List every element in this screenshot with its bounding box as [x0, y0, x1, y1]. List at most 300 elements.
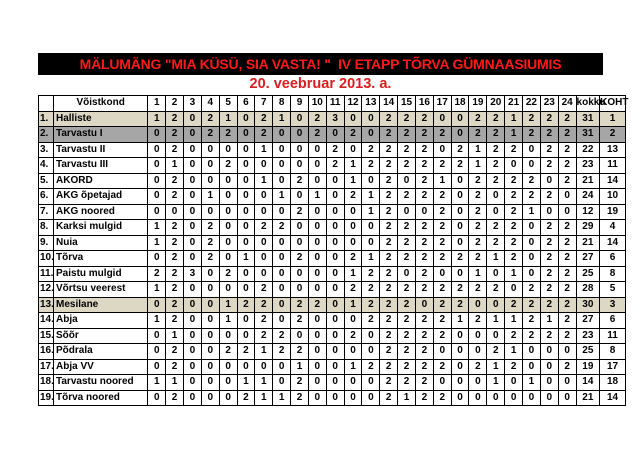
round-score: 0 — [487, 297, 505, 313]
round-score: 2 — [326, 158, 344, 174]
round-score: 0 — [451, 204, 469, 220]
round-score: 0 — [308, 158, 326, 174]
final-place: 14 — [600, 235, 626, 251]
round-score: 0 — [415, 204, 433, 220]
round-score: 0 — [469, 297, 487, 313]
round-score: 0 — [523, 158, 541, 174]
round-score: 0 — [183, 359, 201, 375]
round-score: 2 — [380, 189, 398, 205]
round-score: 0 — [308, 359, 326, 375]
round-score: 0 — [344, 390, 362, 406]
round-score: 0 — [344, 313, 362, 329]
round-score: 2 — [380, 375, 398, 391]
round-score: 2 — [362, 142, 380, 158]
round-score: 2 — [415, 251, 433, 267]
final-place: 6 — [600, 313, 626, 329]
round-score: 1 — [148, 375, 166, 391]
round-score: 1 — [344, 158, 362, 174]
round-score: 0 — [183, 189, 201, 205]
final-place: 4 — [600, 220, 626, 236]
round-score: 0 — [255, 204, 273, 220]
round-score: 0 — [523, 390, 541, 406]
round-score: 0 — [451, 375, 469, 391]
round-score: 0 — [148, 359, 166, 375]
round-score: 0 — [326, 359, 344, 375]
round-score: 3 — [326, 111, 344, 127]
results-table — [38, 95, 629, 406]
total-score: 22 — [576, 142, 600, 158]
round-score: 2 — [398, 328, 416, 344]
round-score: 0 — [451, 328, 469, 344]
round-score: 2 — [255, 127, 273, 143]
total-score: 19 — [576, 359, 600, 375]
round-score: 0 — [291, 235, 309, 251]
round-score: 0 — [219, 359, 237, 375]
round-score: 0 — [219, 235, 237, 251]
round-score: 0 — [219, 204, 237, 220]
round-score: 2 — [487, 142, 505, 158]
round-score: 1 — [469, 266, 487, 282]
round-score: 2 — [558, 297, 576, 313]
round-score: 0 — [183, 204, 201, 220]
table-row — [39, 390, 626, 406]
round-score: 2 — [201, 251, 219, 267]
table-row — [39, 142, 626, 158]
round-score: 2 — [415, 266, 433, 282]
round-score: 2 — [558, 173, 576, 189]
team-name: Tarvastu II — [54, 142, 148, 158]
round-score: 2 — [540, 266, 558, 282]
round-score: 0 — [237, 359, 255, 375]
round-score: 2 — [166, 173, 184, 189]
event-date: 20. veebruar 2013. a. — [249, 76, 392, 92]
round-score: 2 — [398, 189, 416, 205]
header-round: 18 — [451, 96, 469, 112]
round-score: 0 — [237, 142, 255, 158]
round-score: 2 — [201, 220, 219, 236]
header-team: Võistkond — [54, 96, 148, 112]
total-score: 30 — [576, 297, 600, 313]
round-score: 1 — [487, 251, 505, 267]
round-score: 0 — [237, 235, 255, 251]
round-score: 2 — [398, 111, 416, 127]
round-score: 0 — [255, 158, 273, 174]
row-number: 16. — [39, 344, 54, 360]
round-score: 1 — [166, 375, 184, 391]
round-score: 1 — [540, 313, 558, 329]
round-score: 2 — [558, 328, 576, 344]
table-row — [39, 266, 626, 282]
round-score: 0 — [148, 189, 166, 205]
round-score: 0 — [273, 266, 291, 282]
header-round: 14 — [380, 96, 398, 112]
round-score: 1 — [433, 173, 451, 189]
round-score: 0 — [255, 189, 273, 205]
round-score: 0 — [201, 173, 219, 189]
round-score: 2 — [398, 359, 416, 375]
header-round: 23 — [540, 96, 558, 112]
total-score: 25 — [576, 266, 600, 282]
team-name: Abja — [54, 313, 148, 329]
round-score: 0 — [398, 266, 416, 282]
round-score: 2 — [415, 328, 433, 344]
round-score: 1 — [505, 127, 523, 143]
round-score: 0 — [291, 220, 309, 236]
round-score: 2 — [415, 313, 433, 329]
header-round: 12 — [344, 96, 362, 112]
round-score: 0 — [291, 127, 309, 143]
round-score: 0 — [201, 375, 219, 391]
round-score: 2 — [166, 282, 184, 298]
header-total: kokku — [576, 96, 600, 112]
round-score: 2 — [380, 266, 398, 282]
round-score: 2 — [469, 204, 487, 220]
total-score: 24 — [576, 189, 600, 205]
round-score: 2 — [558, 111, 576, 127]
round-score: 2 — [433, 158, 451, 174]
round-score: 0 — [201, 390, 219, 406]
round-score: 0 — [523, 251, 541, 267]
round-score: 0 — [219, 173, 237, 189]
row-number: 12. — [39, 282, 54, 298]
round-score: 2 — [469, 282, 487, 298]
round-score: 0 — [219, 328, 237, 344]
round-score: 2 — [540, 282, 558, 298]
team-name: AKG õpetajad — [54, 189, 148, 205]
round-score: 0 — [219, 189, 237, 205]
header-number — [39, 96, 54, 112]
row-number: 5. — [39, 173, 54, 189]
round-score: 0 — [237, 173, 255, 189]
round-score: 2 — [201, 127, 219, 143]
round-score: 2 — [469, 111, 487, 127]
round-score: 2 — [291, 297, 309, 313]
round-score: 2 — [523, 328, 541, 344]
round-score: 2 — [540, 220, 558, 236]
round-score: 0 — [148, 142, 166, 158]
table-row — [39, 220, 626, 236]
round-score: 2 — [398, 313, 416, 329]
total-score: 27 — [576, 251, 600, 267]
round-score: 0 — [219, 142, 237, 158]
round-score: 0 — [183, 142, 201, 158]
round-score: 2 — [451, 251, 469, 267]
final-place: 5 — [600, 282, 626, 298]
round-score: 2 — [380, 127, 398, 143]
round-score: 2 — [433, 297, 451, 313]
round-score: 2 — [433, 328, 451, 344]
round-score: 0 — [183, 235, 201, 251]
round-score: 0 — [344, 375, 362, 391]
round-score: 1 — [523, 375, 541, 391]
header-round: 5 — [219, 96, 237, 112]
round-score: 1 — [469, 158, 487, 174]
round-score: 1 — [148, 235, 166, 251]
round-score: 2 — [433, 127, 451, 143]
table-row — [39, 313, 626, 329]
round-score: 1 — [148, 282, 166, 298]
round-score: 2 — [505, 142, 523, 158]
round-score: 0 — [523, 220, 541, 236]
row-number: 9. — [39, 235, 54, 251]
row-number: 15. — [39, 328, 54, 344]
round-score: 2 — [558, 142, 576, 158]
round-score: 1 — [362, 189, 380, 205]
round-score: 2 — [166, 189, 184, 205]
round-score: 2 — [219, 266, 237, 282]
round-score: 0 — [326, 313, 344, 329]
round-score: 1 — [166, 158, 184, 174]
round-score: 2 — [433, 390, 451, 406]
round-score: 2 — [362, 266, 380, 282]
round-score: 0 — [451, 359, 469, 375]
round-score: 0 — [237, 111, 255, 127]
round-score: 1 — [505, 313, 523, 329]
round-score: 0 — [487, 328, 505, 344]
team-name: Karksi mulgid — [54, 220, 148, 236]
team-name: AKG noored — [54, 204, 148, 220]
round-score: 1 — [523, 204, 541, 220]
page-title: MÄLUMÄNG "MIA KÜSÜ, SIA VASTA! " IV ETAPP TÕRVA GÜMNAASIUMIS — [38, 53, 603, 75]
total-score: 31 — [576, 111, 600, 127]
table-row — [39, 127, 626, 143]
round-score: 1 — [273, 111, 291, 127]
total-score: 31 — [576, 127, 600, 143]
team-name: Sõõr — [54, 328, 148, 344]
round-score: 1 — [344, 297, 362, 313]
round-score: 2 — [255, 328, 273, 344]
round-score: 2 — [523, 111, 541, 127]
round-score: 0 — [487, 204, 505, 220]
round-score: 0 — [237, 266, 255, 282]
round-score: 0 — [558, 204, 576, 220]
round-score: 0 — [451, 235, 469, 251]
round-score: 1 — [451, 313, 469, 329]
round-score: 2 — [558, 235, 576, 251]
round-score: 2 — [166, 390, 184, 406]
team-name: Mesilane — [54, 297, 148, 313]
total-score: 29 — [576, 220, 600, 236]
round-score: 2 — [505, 359, 523, 375]
round-score: 0 — [273, 158, 291, 174]
round-score: 0 — [326, 204, 344, 220]
round-score: 0 — [487, 189, 505, 205]
table-row — [39, 344, 626, 360]
round-score: 2 — [523, 297, 541, 313]
round-score: 3 — [183, 266, 201, 282]
round-score: 1 — [255, 173, 273, 189]
round-score: 0 — [183, 158, 201, 174]
round-score: 0 — [523, 235, 541, 251]
header-round: 21 — [505, 96, 523, 112]
round-score: 0 — [291, 142, 309, 158]
round-score: 0 — [326, 282, 344, 298]
team-name: Tõrva noored — [54, 390, 148, 406]
row-number: 8. — [39, 220, 54, 236]
round-score: 0 — [148, 127, 166, 143]
round-score: 0 — [201, 282, 219, 298]
round-score: 0 — [505, 158, 523, 174]
round-score: 2 — [380, 344, 398, 360]
header-round: 7 — [255, 96, 273, 112]
round-score: 2 — [505, 251, 523, 267]
round-score: 2 — [540, 251, 558, 267]
round-score: 2 — [558, 220, 576, 236]
round-score: 2 — [380, 282, 398, 298]
round-score: 0 — [540, 359, 558, 375]
round-score: 2 — [148, 266, 166, 282]
round-score: 0 — [326, 328, 344, 344]
final-place: 2 — [600, 127, 626, 143]
total-score: 21 — [576, 173, 600, 189]
round-score: 2 — [415, 158, 433, 174]
round-score: 2 — [487, 173, 505, 189]
round-score: 2 — [505, 328, 523, 344]
row-number: 1. — [39, 111, 54, 127]
round-score: 2 — [505, 297, 523, 313]
round-score: 0 — [273, 204, 291, 220]
round-score: 0 — [237, 158, 255, 174]
round-score: 2 — [344, 328, 362, 344]
round-score: 2 — [487, 158, 505, 174]
header-round: 15 — [398, 96, 416, 112]
round-score: 0 — [558, 344, 576, 360]
round-score: 2 — [540, 189, 558, 205]
round-score: 0 — [451, 390, 469, 406]
header-round: 2 — [166, 96, 184, 112]
round-score: 0 — [201, 328, 219, 344]
round-score: 2 — [219, 127, 237, 143]
round-score: 0 — [183, 282, 201, 298]
round-score: 1 — [255, 390, 273, 406]
round-score: 0 — [326, 220, 344, 236]
round-score: 2 — [166, 142, 184, 158]
round-score: 2 — [558, 313, 576, 329]
round-score: 1 — [487, 375, 505, 391]
round-score: 0 — [201, 142, 219, 158]
round-score: 0 — [505, 390, 523, 406]
header-round: 19 — [469, 96, 487, 112]
round-score: 2 — [166, 220, 184, 236]
round-score: 2 — [166, 235, 184, 251]
round-score: 2 — [540, 111, 558, 127]
round-score: 0 — [201, 266, 219, 282]
results-body — [39, 111, 626, 406]
round-score: 2 — [380, 142, 398, 158]
round-score: 2 — [469, 235, 487, 251]
round-score: 2 — [166, 127, 184, 143]
round-score: 0 — [523, 266, 541, 282]
round-score: 2 — [469, 173, 487, 189]
row-number: 19. — [39, 390, 54, 406]
round-score: 2 — [398, 127, 416, 143]
round-score: 0 — [344, 111, 362, 127]
row-number: 3. — [39, 142, 54, 158]
round-score: 0 — [148, 173, 166, 189]
round-score: 0 — [469, 328, 487, 344]
round-score: 2 — [380, 204, 398, 220]
round-score: 0 — [308, 266, 326, 282]
round-score: 2 — [273, 328, 291, 344]
round-score: 0 — [398, 204, 416, 220]
round-score: 2 — [273, 220, 291, 236]
round-score: 2 — [291, 251, 309, 267]
round-score: 0 — [183, 220, 201, 236]
round-score: 2 — [380, 328, 398, 344]
round-score: 2 — [558, 282, 576, 298]
round-score: 2 — [362, 359, 380, 375]
round-score: 0 — [183, 313, 201, 329]
round-score: 2 — [291, 204, 309, 220]
round-score: 0 — [183, 251, 201, 267]
round-score: 0 — [291, 282, 309, 298]
table-header-row — [39, 96, 626, 112]
total-score: 21 — [576, 235, 600, 251]
round-score: 0 — [201, 297, 219, 313]
round-score: 0 — [219, 220, 237, 236]
round-score: 2 — [558, 359, 576, 375]
table-row — [39, 375, 626, 391]
round-score: 0 — [148, 344, 166, 360]
round-score: 0 — [523, 142, 541, 158]
round-score: 1 — [487, 359, 505, 375]
round-score: 0 — [237, 204, 255, 220]
round-score: 0 — [308, 173, 326, 189]
table-row — [39, 328, 626, 344]
round-score: 2 — [291, 173, 309, 189]
round-score: 0 — [219, 282, 237, 298]
round-score: 0 — [255, 266, 273, 282]
round-score: 2 — [451, 158, 469, 174]
round-score: 2 — [380, 173, 398, 189]
round-score: 2 — [558, 266, 576, 282]
round-score: 0 — [273, 313, 291, 329]
round-score: 0 — [273, 282, 291, 298]
round-score: 2 — [380, 158, 398, 174]
round-score: 1 — [166, 328, 184, 344]
round-score: 2 — [219, 344, 237, 360]
team-name: Põdrala — [54, 344, 148, 360]
final-place: 13 — [600, 142, 626, 158]
round-score: 0 — [469, 390, 487, 406]
table-row — [39, 359, 626, 375]
round-score: 0 — [273, 235, 291, 251]
round-score: 2 — [487, 127, 505, 143]
round-score: 2 — [362, 313, 380, 329]
round-score: 0 — [166, 204, 184, 220]
round-score: 2 — [255, 313, 273, 329]
header-round: 20 — [487, 96, 505, 112]
round-score: 0 — [451, 344, 469, 360]
round-score: 2 — [255, 282, 273, 298]
round-score: 2 — [451, 142, 469, 158]
round-score: 2 — [540, 297, 558, 313]
round-score: 2 — [344, 127, 362, 143]
round-score: 0 — [308, 142, 326, 158]
row-number: 11. — [39, 266, 54, 282]
round-score: 0 — [326, 375, 344, 391]
round-score: 0 — [308, 390, 326, 406]
round-score: 2 — [415, 235, 433, 251]
round-score: 2 — [398, 297, 416, 313]
header-round: 10 — [308, 96, 326, 112]
round-score: 0 — [273, 359, 291, 375]
round-score: 0 — [344, 235, 362, 251]
round-score: 2 — [380, 220, 398, 236]
round-score: 0 — [201, 359, 219, 375]
team-name: Tarvastu III — [54, 158, 148, 174]
round-score: 0 — [451, 173, 469, 189]
